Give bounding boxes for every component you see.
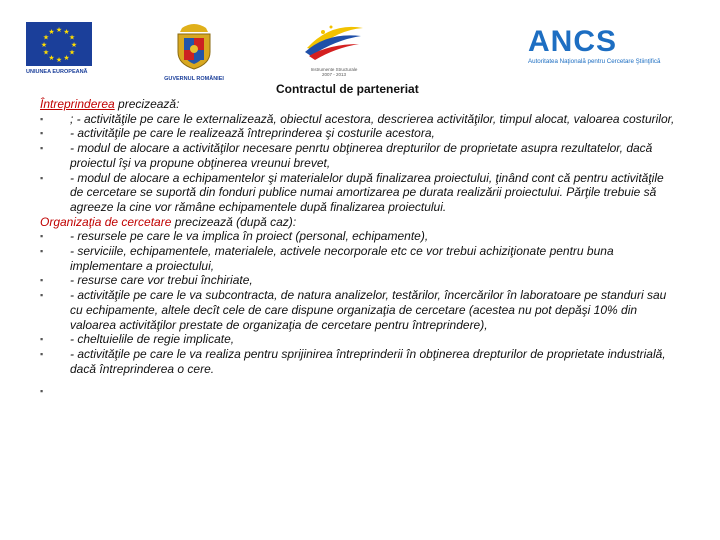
svg-text:★: ★ (55, 56, 63, 64)
svg-text:★: ★ (68, 48, 76, 57)
bullet-icon: ▪ (40, 172, 44, 183)
svg-text:★: ★ (70, 41, 78, 49)
structural-instruments-caption: Instrumente Structurale (310, 67, 358, 72)
svg-text:★: ★ (48, 54, 55, 62)
list-item: ▪ - activităţile pe care le realizează întreprinderea şi costurile acestora, (40, 126, 435, 141)
list-item: ▪ - modul de alocare a echipamentelor şi materialelor după finalizarea proiectului, ţinând cont că pentru activităţile de cercetare se suportă din fonduri publice numai amortizarea pe durata realizării proiectului. Părţile trebuie să agreeze la cine vor rămâne echipamentele după finalizarea proiectului. (40, 170, 664, 214)
document-body (40, 97, 680, 397)
heading-research-org-rest: precizează (după caz) (171, 214, 293, 229)
list-item: ▪ - resurse care vor trebui închiriate, (40, 273, 253, 288)
svg-text:★: ★ (40, 41, 48, 49)
ancs-wordmark: ANCS (528, 25, 618, 58)
heading-research-org-highlight: Organizaţia de cercetare (40, 214, 172, 229)
svg-text:★: ★ (55, 26, 63, 34)
document-title: Contractul de parteneriat (276, 82, 419, 96)
bullet-icon: ▪ (40, 348, 44, 359)
section-heading-research-org: Organizaţia de cercetare precizează (după caz): (40, 214, 297, 229)
structural-instruments-logo (288, 18, 380, 82)
bullet-icon: ▪ (40, 113, 44, 124)
bullet-icon: ▪ (40, 143, 44, 154)
svg-text:★: ★ (42, 33, 50, 42)
bullet-icon: ▪ (40, 275, 44, 286)
svg-text:★: ★ (42, 48, 50, 57)
bullet-icon: ▪ (40, 386, 44, 397)
structural-instruments-period: 2007 - 2013 (321, 72, 347, 77)
list-item: ▪ - cheltuielile de regie implicate, (40, 332, 235, 347)
ancs-logo (528, 26, 698, 72)
heading-enterprise-rest: precizează (114, 97, 177, 111)
government-logo (158, 22, 230, 80)
bullet-icon: ▪ (40, 290, 44, 301)
heading-enterprise-highlight: Întreprinderea (40, 97, 115, 111)
svg-text:★: ★ (48, 28, 55, 36)
government-caption: GUVERNUL ROMÂNIEI (164, 76, 224, 82)
ancs-caption: Autoritatea Naţională pentru Cercetare Ştiinţifică (528, 58, 661, 65)
section-heading-enterprise: Întreprinderea precizează: (40, 97, 180, 111)
eu-logo (26, 22, 96, 78)
list-item: ▪ - serviciile, echipamentele, materialele, activele necorporale etc ce vor trebui achiziţionate pentru buna implementare a proiectului, (40, 244, 614, 273)
list-item: ▪ - activităţile pe care le va realiza pentru sprijinirea întreprinderii în obţinerea drepturilor de proprietate industrială, dacă întreprinderea o cere. (40, 346, 666, 376)
eu-flag-icon (26, 22, 92, 66)
bullet-icon: ▪ (40, 128, 44, 139)
structural-instruments-icon (301, 18, 367, 62)
bullet-icon: ▪ (40, 246, 44, 257)
coat-of-arms-icon (174, 22, 214, 70)
bullet-icon: ▪ (40, 334, 44, 345)
list-item: ▪ - resursele pe care le va implica în proiect (personal, echipamente), (40, 229, 429, 244)
svg-text:★: ★ (63, 54, 70, 62)
eu-caption: UNIUNEA EUROPEANĂ (26, 69, 88, 75)
list-item: ▪ - activităţile pe care le va subcontracta, de natura analizelor, testărilor, încercărilor în laboratoare pe standuri sau cu echipamente, altele decît cele de care dispune organizaţia de cercetare (acestea nu pot depăşi 10% din valoarea activităţilor prestate de organizaţia de cercetare pentru întreprindere), (40, 288, 667, 332)
logo-bar (0, 0, 720, 82)
bullet-icon: ▪ (40, 231, 44, 242)
svg-text:★: ★ (68, 33, 76, 42)
list-item: ▪ - modul de alocare a activităţilor necesare penrtu obţinerea drepturilor de proprietate asupra rezultatelor, dacă proiectul îşi va propune obţinerea vreunui brevet, (40, 141, 653, 170)
svg-text:★: ★ (63, 28, 70, 36)
list-item: ▪ ; - activităţile pe care le externalizează, obiectul acestora, descrierea activităţilor, timpul alocat, valoarea costurilor, (40, 111, 675, 126)
